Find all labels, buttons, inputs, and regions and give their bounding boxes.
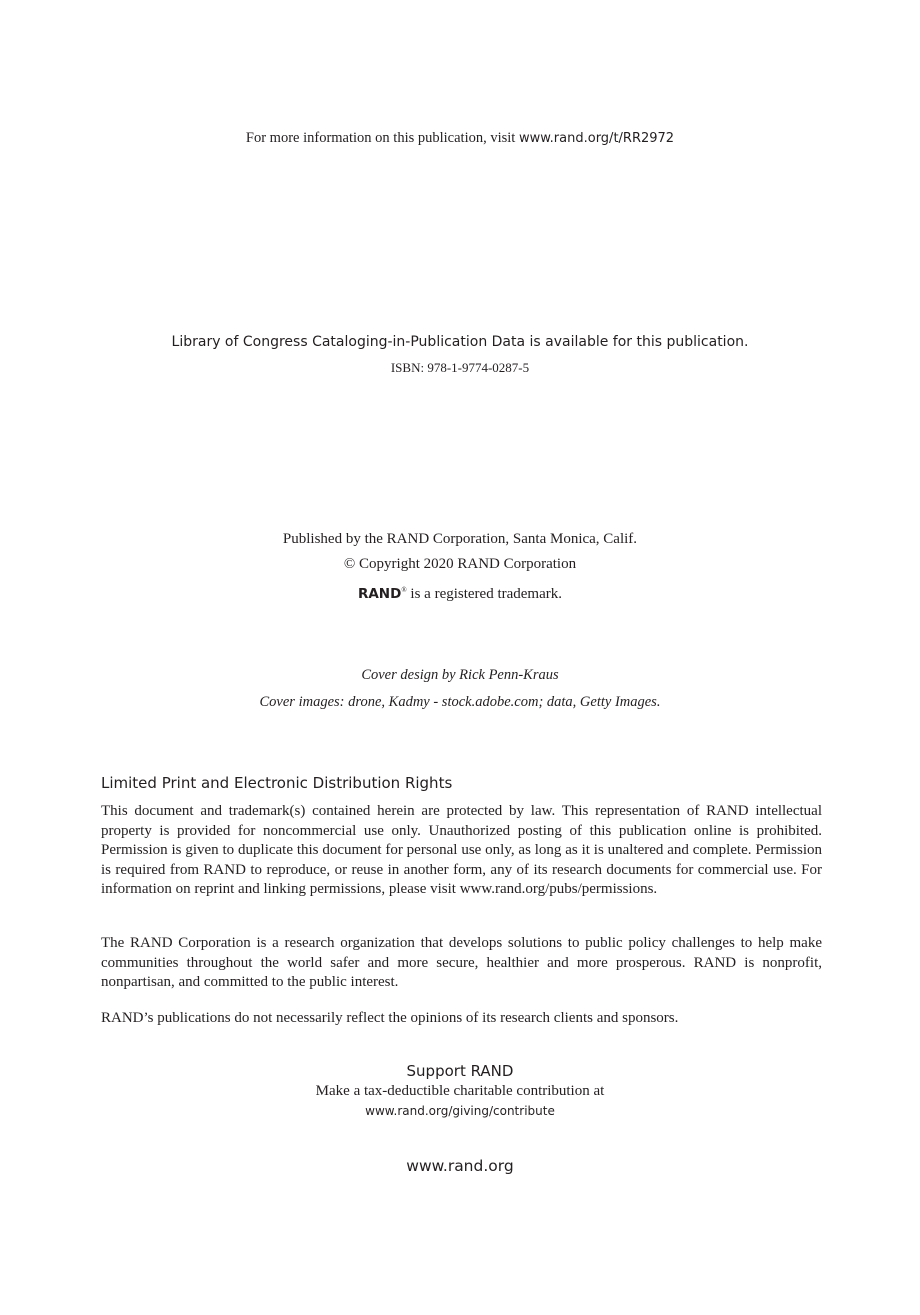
trademark-notice — [0, 586, 920, 603]
rights-heading: Limited Print and Electronic Distribution Rights — [101, 774, 453, 792]
contribute-link[interactable]: www.rand.org/giving/contribute — [365, 1104, 555, 1118]
support-text: Make a tax-deductible charitable contribution at — [315, 1083, 605, 1099]
cataloging-notice: Library of Congress Cataloging-in-Publication Data is available for this publication. — [171, 334, 749, 350]
trademark-text: is a registered trademark. — [406, 586, 563, 602]
rand-wordmark: RAND — [357, 586, 402, 602]
rand-website-link[interactable]: www.rand.org — [406, 1157, 514, 1175]
copyright-notice: © Copyright 2020 RAND Corporation — [343, 556, 577, 572]
publication-link[interactable]: www.rand.org/t/RR2972 — [518, 131, 675, 146]
more-info-line — [0, 130, 920, 147]
about-rand-paragraph: The RAND Corporation is a research organization that develops solutions to public policy challenges to help make communities throughout the world safer and more secure, healthier and more prosperous. RAND is nonprofit, nonpartisan, and committed to the public interest. — [101, 935, 822, 991]
rights-paragraph: This document and trademark(s) contained herein are protected by law. This representation of RAND intellectual property is provided for noncommercial use only. Unauthorized posting of this publication online is prohibited. Permission is given to duplicate this document for personal use only, as long as it is unaltered and complete. Permission is required from RAND to reproduce, or reuse in another form, any of its research documents for commercial use. For information on reprint and linking permissions, please visit www.rand.org/pubs/permissions. — [101, 803, 822, 898]
cover-images-credit: Cover images: drone, Kadmy - stock.adobe.com; data, Getty Images. — [259, 694, 661, 710]
registered-symbol: ® — [401, 586, 407, 594]
isbn: ISBN: 978-1-9774-0287-5 — [390, 360, 530, 375]
published-by: Published by the RAND Corporation, Santa Monica, Calif. — [282, 531, 638, 547]
more-info-text: For more information on this publication, visit — [245, 130, 519, 146]
support-heading: Support RAND — [406, 1062, 514, 1080]
disclaimer-paragraph: RAND’s publications do not necessarily reflect the opinions of its research clients and sponsors. — [101, 1010, 679, 1026]
cover-design-credit: Cover design by Rick Penn-Kraus — [361, 667, 559, 683]
